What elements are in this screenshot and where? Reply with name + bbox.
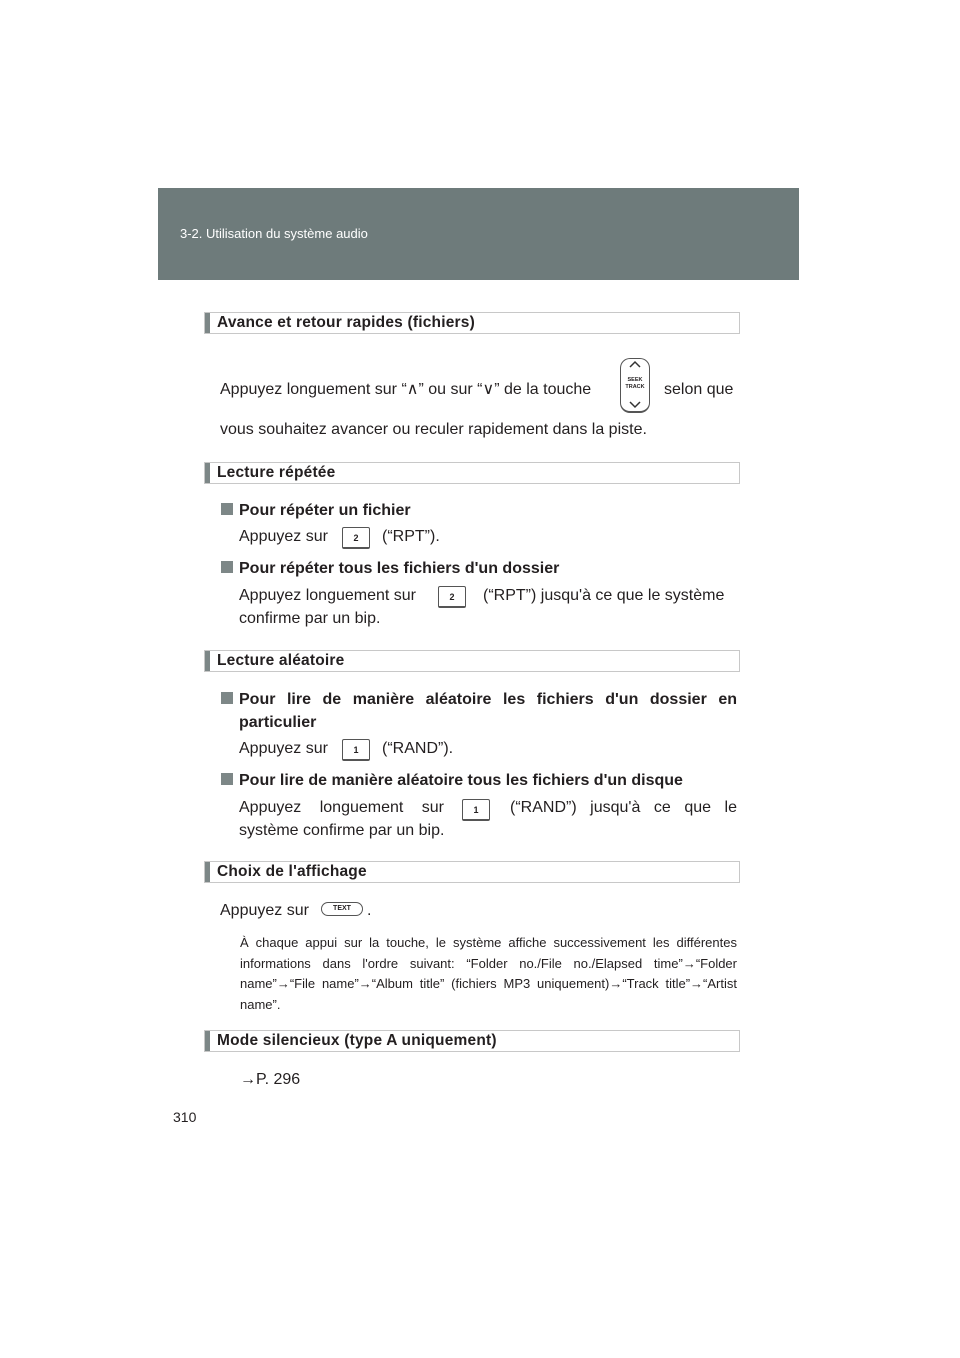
preset-1-key-icon: 1	[342, 739, 370, 761]
seek-track-key-icon: SEEK TRACK	[620, 358, 650, 413]
repeat-item2-pre: Appuyez longuement sur	[239, 587, 416, 604]
preset-1-key-icon: 1	[462, 799, 490, 821]
section-heading-random	[204, 650, 740, 672]
bullet-square-icon	[221, 692, 233, 704]
random-item2-pre: Appuyez longuement sur	[239, 799, 444, 816]
display-post: .	[367, 902, 372, 919]
section-heading-display	[204, 861, 740, 883]
chapter-header-band	[158, 188, 799, 280]
page-reference-link[interactable]: →P. 296	[240, 1071, 301, 1088]
heading-accent-bar	[205, 862, 210, 882]
fast-text-after-key: selon que	[664, 381, 734, 398]
random-item1-title-line1: Pour lire de manière aléatoire les fichiers d'un dossier en	[221, 688, 737, 712]
preset-2-key-icon: 2	[342, 527, 370, 549]
bullet-square-icon	[221, 561, 233, 573]
repeat-item2-post: (“RPT”) jusqu'à ce que le système	[483, 587, 725, 604]
heading-accent-bar	[205, 463, 210, 483]
repeat-item2-title: Pour répéter tous les fichiers d'un dossier	[221, 557, 559, 581]
display-pre: Appuyez sur	[220, 902, 309, 919]
random-item1-post: (“RAND”).	[382, 740, 454, 757]
section-title: Lecture aléatoire	[217, 652, 345, 669]
bullet-square-icon	[221, 773, 233, 785]
section-heading-repeat	[204, 462, 740, 484]
repeat-item1-title: Pour répéter un fichier	[221, 499, 411, 523]
preset-2-key-icon: 2	[438, 586, 466, 608]
random-item2-post: (“RAND”) jusqu'à ce que le	[510, 799, 737, 816]
bullet-square-icon	[221, 503, 233, 515]
heading-accent-bar	[205, 651, 210, 671]
repeat-item2-line2: confirme par un bip.	[239, 610, 381, 627]
repeat-item1-post: (“RPT”).	[382, 528, 440, 545]
heading-accent-bar	[205, 313, 210, 333]
text-key-icon: TEXT	[321, 902, 363, 916]
section-title: Mode silencieux (type A uniquement)	[217, 1032, 497, 1049]
random-item2-title: Pour lire de manière aléatoire tous les fichiers d'un disque	[221, 769, 683, 793]
section-title: Avance et retour rapides (fichiers)	[217, 314, 475, 331]
section-heading-fast	[204, 312, 740, 334]
page-number: 310	[173, 1109, 197, 1125]
section-title: Choix de l'affichage	[217, 863, 367, 880]
random-item2-line2: système confirme par un bip.	[239, 822, 445, 839]
random-item1-title-line2: particulier	[239, 714, 317, 731]
section-breadcrumb: 3-2. Utilisation du système audio	[180, 226, 368, 241]
heading-accent-bar	[205, 1031, 210, 1051]
section-title: Lecture répétée	[217, 464, 336, 481]
display-note: À chaque appui sur la touche, le système affiche successivement les différentes informations dans l'ordre suivant: “Folder no./File no./Elapsed time”→“Folder name”→“File name”→“Album title” (fichiers MP3 uniquement)→“Track title”→“Artist name”.	[240, 935, 737, 1012]
fast-text-line1: Appuyez longuement sur “∧” ou sur “∨” de la touche	[220, 381, 592, 398]
fast-text-line2: vous souhaitez avancer ou reculer rapidement dans la piste.	[220, 421, 647, 438]
repeat-item1-pre: Appuyez sur	[239, 528, 328, 545]
section-heading-mute	[204, 1030, 740, 1052]
random-item1-pre: Appuyez sur	[239, 740, 328, 757]
